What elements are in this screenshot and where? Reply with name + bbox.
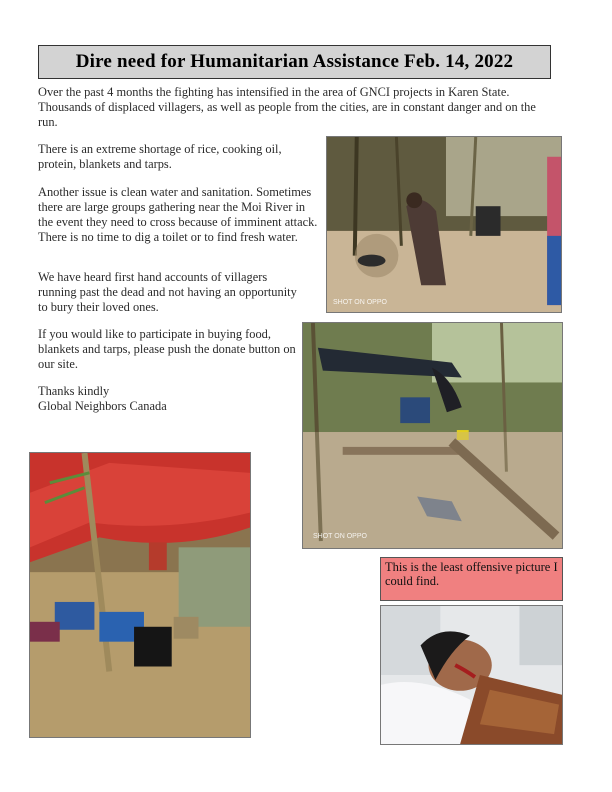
camp-photo	[302, 322, 563, 549]
cooking-photo	[326, 136, 562, 313]
intro-paragraph: Over the past 4 months the fighting has intensified in the area of GNCI projects in Karen State. Thousands of displaced villagers, as well as people from the cities, are in constant danger and on the run.	[38, 85, 536, 129]
donate-paragraph: If you would like to participate in buying food, blankets and tarps, please push the donate button on our site.	[38, 327, 296, 371]
title-banner	[38, 45, 551, 79]
cooking-photo-watermark: SHOT ON OPPO	[333, 299, 387, 306]
water-paragraph: Another issue is clean water and sanitation. Sometimes there are large groups gathering near the Moi River in the event they need to cross because of imminent attack. There is no time to dig a toilet or to find fresh water.	[38, 185, 318, 244]
thanks-line: Thanks kindly	[38, 384, 110, 398]
page-title: Dire need for Humanitarian Assistance Feb. 14, 2022	[75, 51, 514, 72]
patient-photo	[380, 605, 563, 745]
signature-line: Global Neighbors Canada	[38, 399, 167, 413]
shelter-photo	[29, 452, 251, 738]
camp-photo-watermark: SHOT ON OPPO	[313, 533, 367, 540]
accounts-paragraph: We have heard first hand accounts of villagers running past the dead and not having an opportunity to bury their loved ones.	[38, 270, 297, 314]
caption-note: This is the least offensive picture I could find.	[380, 557, 563, 601]
shortage-paragraph: There is an extreme shortage of rice, cooking oil, protein, blankets and tarps.	[38, 142, 282, 171]
